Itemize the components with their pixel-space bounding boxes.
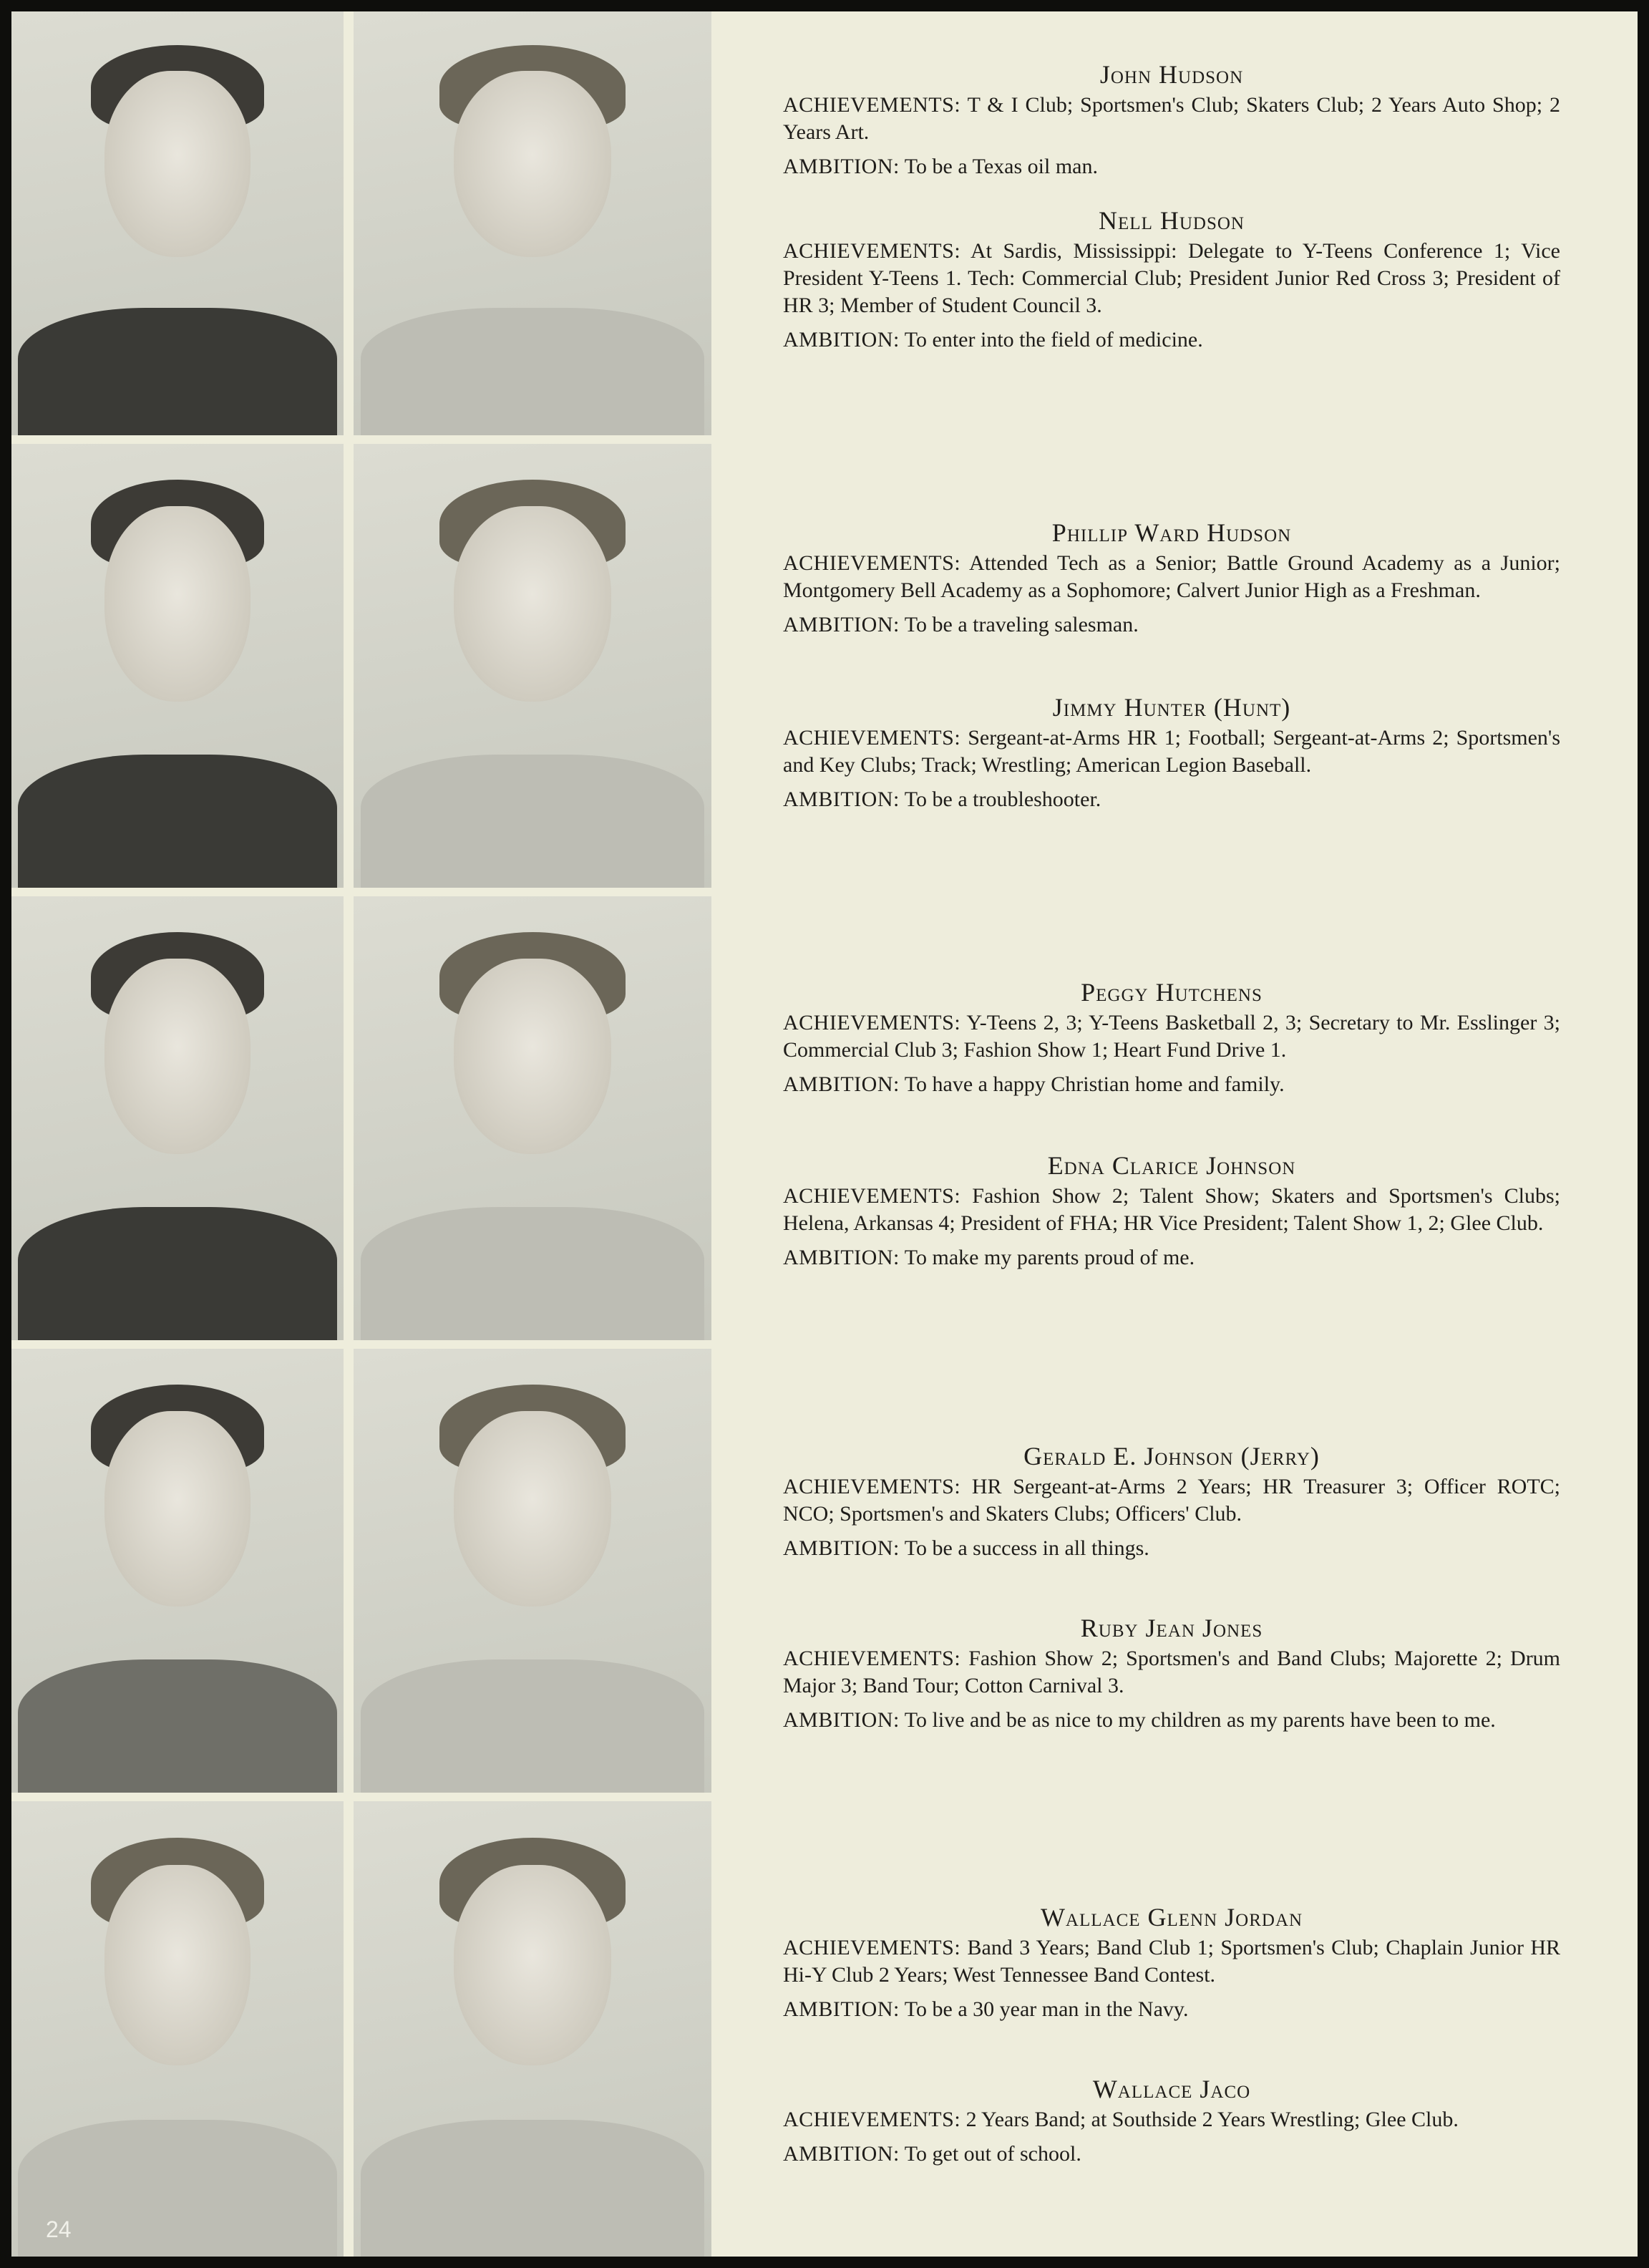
ambition-label: AMBITION: <box>783 1536 900 1560</box>
portrait-photo-john-hudson <box>11 11 344 435</box>
achievements-value: Fashion Show 2; Talent Show; Skaters and Sportsmen's Clubs; Helena, Arkansas 4; President of FHA; HR Vice President; Talent Show 1, 2; Glee Club. <box>783 1184 1560 1235</box>
achievements-text <box>783 2106 1560 2133</box>
achievements-label: ACHIEVEMENTS: <box>783 239 961 263</box>
ambition-value: To be a Texas oil man. <box>904 155 1098 178</box>
ambition-value: To be a troubleshooter. <box>904 788 1101 811</box>
achievements-text <box>783 1009 1560 1064</box>
portrait-photo-phillip-ward-hudson <box>11 444 344 888</box>
ambition-value: To enter into the field of medicine. <box>904 328 1203 352</box>
achievements-label: ACHIEVEMENTS: <box>783 2108 961 2131</box>
ambition-value: To have a happy Christian home and family. <box>904 1072 1285 1096</box>
student-name: Jimmy Hunter (Hunt) <box>1052 693 1291 722</box>
achievements-label: ACHIEVEMENTS: <box>783 726 961 750</box>
achievements-label: ACHIEVEMENTS: <box>783 551 961 575</box>
student-name: Ruby Jean Jones <box>1080 1614 1263 1642</box>
ambition-label: AMBITION: <box>783 613 900 636</box>
achievements-label: ACHIEVEMENTS: <box>783 1011 961 1034</box>
ambition-value: To be a success in all things. <box>904 1536 1149 1560</box>
ambition-text <box>783 1071 1560 1098</box>
ambition-label: AMBITION: <box>783 155 900 178</box>
student-entry <box>783 2073 1560 2168</box>
achievements-text <box>783 1473 1560 1528</box>
student-entry <box>783 1901 1560 2023</box>
ambition-text <box>783 1535 1560 1562</box>
ambition-text <box>783 153 1560 180</box>
ambition-label: AMBITION: <box>783 1072 900 1096</box>
student-entry <box>783 1150 1560 1271</box>
student-entry <box>783 59 1560 180</box>
student-name: Nell Hudson <box>1099 206 1245 235</box>
ambition-label: AMBITION: <box>783 1708 900 1732</box>
ambition-text <box>783 326 1560 354</box>
student-entry <box>783 692 1560 813</box>
ambition-value: To be a 30 year man in the Navy. <box>904 1997 1189 2021</box>
achievements-label: ACHIEVEMENTS: <box>783 1475 961 1498</box>
achievements-text <box>783 1183 1560 1237</box>
achievements-value: At Sardis, Mississippi: Delegate to Y-Teens Conference 1; Vice President Y-Teens 1. Tech: Commercial Club; President Junior Red Cross 3; President of HR 3; Member of Student Council 3. <box>783 239 1560 317</box>
achievements-value: T & I Club; Sportsmen's Club; Skaters Club; 2 Years Auto Shop; 2 Years Art. <box>783 93 1560 144</box>
achievements-text <box>783 550 1560 604</box>
ambition-label: AMBITION: <box>783 788 900 811</box>
ambition-value: To get out of school. <box>904 2142 1081 2166</box>
ambition-text <box>783 1996 1560 2023</box>
ambition-value: To be a traveling salesman. <box>904 613 1139 636</box>
student-entry <box>783 517 1560 639</box>
student-entry <box>783 1612 1560 1734</box>
portrait-photo-wallace-jaco <box>354 1801 711 2257</box>
portrait-photo-peggy-hutchens <box>11 896 344 1340</box>
ambition-label: AMBITION: <box>783 2142 900 2166</box>
portrait-photo-nell-hudson <box>354 11 711 435</box>
achievements-value: Band 3 Years; Band Club 1; Sportsmen's Club; Chaplain Junior HR Hi-Y Club 2 Years; West Tennessee Band Contest. <box>783 1936 1561 1987</box>
student-name: Gerald E. Johnson (Jerry) <box>1023 1442 1320 1470</box>
achievements-label: ACHIEVEMENTS: <box>783 93 961 117</box>
student-name: Wallace Jaco <box>1092 2075 1251 2103</box>
achievements-label: ACHIEVEMENTS: <box>783 1184 961 1208</box>
page-number: 24 <box>46 2216 72 2242</box>
ambition-label: AMBITION: <box>783 1997 900 2021</box>
student-name: Edna Clarice Johnson <box>1047 1151 1296 1180</box>
achievements-value: Fashion Show 2; Sportsmen's and Band Clubs; Majorette 2; Drum Major 3; Band Tour; Cotton Carnival 3. <box>783 1647 1561 1697</box>
achievements-label: ACHIEVEMENTS: <box>783 1647 961 1670</box>
student-entry <box>783 205 1560 354</box>
portrait-photo-edna-clarice-johnson <box>354 896 711 1340</box>
ambition-text <box>783 1244 1560 1271</box>
ambition-value: To make my parents proud of me. <box>904 1246 1195 1269</box>
portrait-photo-wallace-glenn-jordan <box>11 1801 344 2257</box>
achievements-value: Attended Tech as a Senior; Battle Ground Academy as a Junior; Montgomery Bell Academy as a Sophomore; Calvert Junior High as a Freshman. <box>783 551 1560 602</box>
ambition-text <box>783 2141 1560 2168</box>
achievements-text <box>783 238 1560 319</box>
student-name: Peggy Hutchens <box>1081 978 1263 1007</box>
ambition-label: AMBITION: <box>783 1246 900 1269</box>
achievements-text <box>783 724 1560 779</box>
student-entry <box>783 976 1560 1098</box>
achievements-value: Y-Teens 2, 3; Y-Teens Basketball 2, 3; Secretary to Mr. Esslinger 3; Commercial Club 3; Fashion Show 1; Heart Fund Drive 1. <box>783 1011 1560 1062</box>
portrait-photo-jimmy-hunter <box>354 444 711 888</box>
ambition-text <box>783 786 1560 813</box>
student-name: John Hudson <box>1099 60 1244 89</box>
ambition-label: AMBITION: <box>783 328 900 352</box>
portrait-photo-gerald-e-johnson <box>11 1349 344 1793</box>
student-entry <box>783 1440 1560 1562</box>
student-name: Phillip Ward Hudson <box>1051 518 1292 547</box>
ambition-text <box>783 611 1560 639</box>
achievements-text <box>783 1934 1560 1989</box>
achievements-text <box>783 1645 1560 1700</box>
achievements-value: Sergeant-at-Arms HR 1; Football; Sergeant-at-Arms 2; Sportsmen's and Key Clubs; Track; Wrestling; American Legion Baseball. <box>783 726 1560 777</box>
student-name: Wallace Glenn Jordan <box>1040 1903 1303 1932</box>
yearbook-page <box>11 11 1638 2257</box>
achievements-value: 2 Years Band; at Southside 2 Years Wrestling; Glee Club. <box>965 2108 1459 2131</box>
achievements-label: ACHIEVEMENTS: <box>783 1936 961 1959</box>
portrait-photo-ruby-jean-jones <box>354 1349 711 1793</box>
ambition-value: To live and be as nice to my children as my parents have been to me. <box>904 1708 1496 1732</box>
achievements-text <box>783 92 1560 146</box>
ambition-text <box>783 1707 1560 1734</box>
achievements-value: HR Sergeant-at-Arms 2 Years; HR Treasurer 3; Officer ROTC; NCO; Sportsmen's and Skaters Clubs; Officers' Club. <box>783 1475 1560 1526</box>
